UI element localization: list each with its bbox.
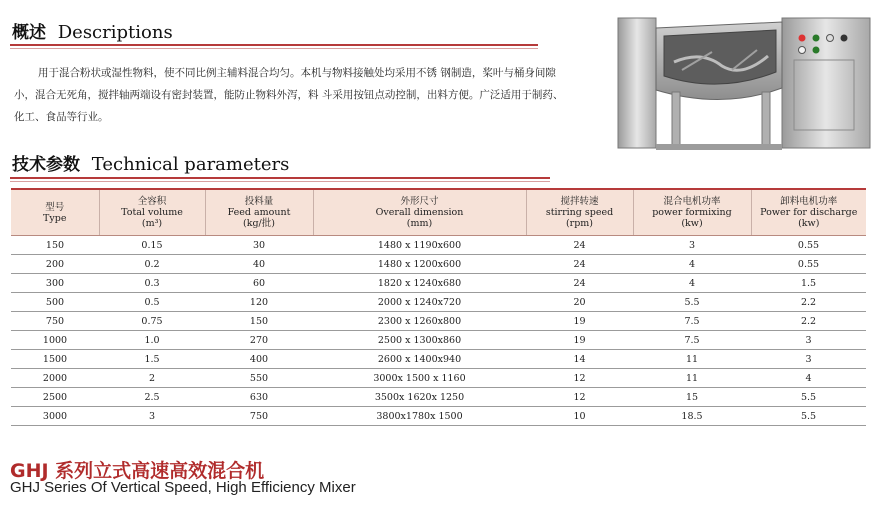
- table-cell: 1820 x 1240x680: [313, 274, 526, 293]
- table-cell: 2000: [11, 369, 99, 388]
- table-cell: 200: [11, 255, 99, 274]
- header-mixing-power: 混合电机功率 power formixing (kw): [633, 189, 751, 236]
- table-cell: 2: [99, 369, 205, 388]
- table-cell: 150: [205, 312, 313, 331]
- mixer-machine-image: [612, 10, 874, 162]
- descriptions-divider-shadow: [10, 48, 538, 49]
- table-cell: 30: [205, 236, 313, 255]
- technical-parameters-table: [11, 188, 866, 426]
- table-cell: 150: [11, 236, 99, 255]
- table-cell: 1500: [11, 350, 99, 369]
- table-cell: 630: [205, 388, 313, 407]
- table-cell: 2300 x 1260x800: [313, 312, 526, 331]
- table-cell: 4: [633, 274, 751, 293]
- table-cell: 5.5: [633, 293, 751, 312]
- table-row: [11, 236, 866, 255]
- table-cell: 11: [633, 369, 751, 388]
- descriptions-heading-zh: 概述: [12, 23, 46, 43]
- technical-heading-zh: 技术参数: [12, 155, 80, 175]
- table-cell: 300: [11, 274, 99, 293]
- table-cell: 750: [11, 312, 99, 331]
- table-cell: 24: [526, 236, 633, 255]
- table-cell: 0.55: [751, 236, 866, 255]
- table-cell: 120: [205, 293, 313, 312]
- table-cell: 2500 x 1300x860: [313, 331, 526, 350]
- table-cell: 14: [526, 350, 633, 369]
- table-cell: 19: [526, 331, 633, 350]
- table-cell: 18.5: [633, 407, 751, 426]
- table-body: [11, 236, 866, 426]
- table-cell: 1480 x 1200x600: [313, 255, 526, 274]
- table-cell: 24: [526, 255, 633, 274]
- table-cell: 7.5: [633, 331, 751, 350]
- header-discharge-power: 卸料电机功率 Power for discharge (kw): [751, 189, 866, 236]
- table-cell: 3: [633, 236, 751, 255]
- table-cell: 0.3: [99, 274, 205, 293]
- table-row: [11, 407, 866, 426]
- table-cell: 0.2: [99, 255, 205, 274]
- table-cell: 0.5: [99, 293, 205, 312]
- descriptions-heading: [12, 18, 173, 43]
- table-cell: 0.15: [99, 236, 205, 255]
- table-row: [11, 293, 866, 312]
- table-cell: 2.2: [751, 312, 866, 331]
- table-cell: 10: [526, 407, 633, 426]
- table-row: [11, 388, 866, 407]
- table-cell: 2.2: [751, 293, 866, 312]
- table-cell: 1480 x 1190x600: [313, 236, 526, 255]
- table-cell: 0.75: [99, 312, 205, 331]
- table-cell: 4: [633, 255, 751, 274]
- table-row: [11, 312, 866, 331]
- table-cell: 3000x 1500 x 1160: [313, 369, 526, 388]
- table-cell: 2.5: [99, 388, 205, 407]
- table-cell: 12: [526, 388, 633, 407]
- technical-divider: [10, 177, 550, 179]
- table-cell: 20: [526, 293, 633, 312]
- table-cell: 15: [633, 388, 751, 407]
- header-stirring-speed: 搅拌转速 stirring speed (rpm): [526, 189, 633, 236]
- table-cell: 500: [11, 293, 99, 312]
- table-cell: 5.5: [751, 388, 866, 407]
- table-cell: 3800x1780x 1500: [313, 407, 526, 426]
- descriptions-divider: [10, 44, 538, 46]
- descriptions-heading-en: Descriptions: [57, 22, 173, 43]
- table-cell: 3: [99, 407, 205, 426]
- table-cell: 550: [205, 369, 313, 388]
- table-cell: 2000 x 1240x720: [313, 293, 526, 312]
- technical-divider-shadow: [10, 181, 550, 182]
- table-cell: 3: [751, 350, 866, 369]
- table-cell: 4: [751, 369, 866, 388]
- table-cell: 750: [205, 407, 313, 426]
- table-cell: 2600 x 1400x940: [313, 350, 526, 369]
- table-cell: 24: [526, 274, 633, 293]
- table-header-row: [11, 189, 866, 236]
- header-total-volume: 全容积 Total volume (m³): [99, 189, 205, 236]
- table-row: [11, 369, 866, 388]
- table-cell: 11: [633, 350, 751, 369]
- table-row: [11, 274, 866, 293]
- table-cell: 5.5: [751, 407, 866, 426]
- product-title-zh: GHJ 系列立式高速高效混合机: [10, 460, 265, 482]
- table-cell: 3000: [11, 407, 99, 426]
- table-cell: 0.55: [751, 255, 866, 274]
- descriptions-body: 用于混合粉状或湿性物料，使不同比例主辅料混合均匀。本机与物料接触处均采用不锈 钢制造，桨叶与桶身间隙小，混合无死角，搅拌轴两端设有密封装置，能防止物料外泻，料 斗采用按钮点动控制，出料方便。广泛适用于制药、化工、食品等行业。: [14, 67, 564, 123]
- table-cell: 1.5: [99, 350, 205, 369]
- table-cell: 40: [205, 255, 313, 274]
- table-cell: 2500: [11, 388, 99, 407]
- table-cell: 12: [526, 369, 633, 388]
- product-title-en: GHJ Series Of Vertical Speed, High Efficiency Mixer: [10, 479, 356, 496]
- technical-heading-en: Technical parameters: [91, 154, 290, 175]
- table-cell: 7.5: [633, 312, 751, 331]
- table-cell: 3: [751, 331, 866, 350]
- table-row: [11, 350, 866, 369]
- table-cell: 400: [205, 350, 313, 369]
- table-cell: 1.0: [99, 331, 205, 350]
- technical-heading: [12, 150, 289, 175]
- table-cell: 19: [526, 312, 633, 331]
- header-overall-dimension: 外形尺寸 Overall dimension (mm): [313, 189, 526, 236]
- table-cell: 270: [205, 331, 313, 350]
- table-cell: 60: [205, 274, 313, 293]
- table-cell: 1000: [11, 331, 99, 350]
- table-row: [11, 255, 866, 274]
- table-row: [11, 331, 866, 350]
- table-cell: 1.5: [751, 274, 866, 293]
- header-type: 型号 Type: [11, 189, 99, 236]
- header-feed-amount: 投料量 Feed amount (kg/批): [205, 189, 313, 236]
- table-cell: 3500x 1620x 1250: [313, 388, 526, 407]
